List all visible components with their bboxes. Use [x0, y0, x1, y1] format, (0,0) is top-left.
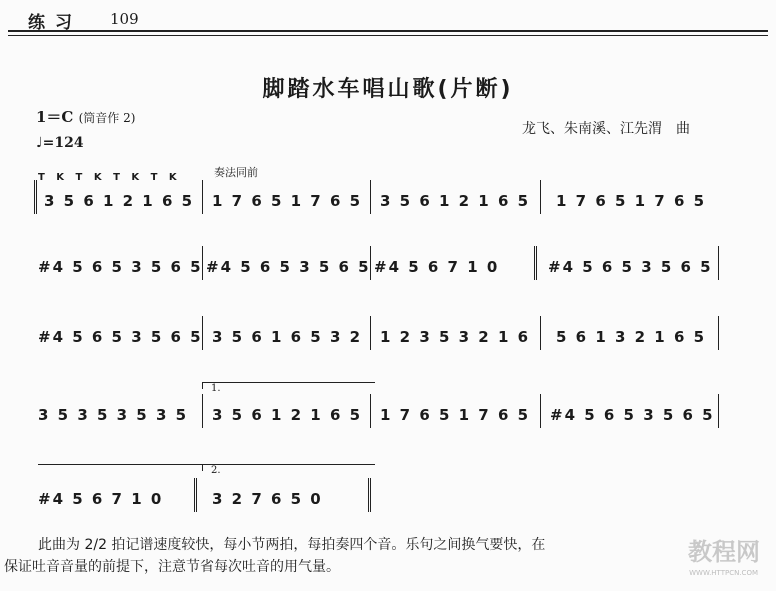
- measure: #4 5 6 5 3 5 6 5: [548, 258, 713, 276]
- repeat-end-barline: [194, 478, 201, 512]
- barline: [540, 316, 541, 350]
- score-row-5: [34, 484, 724, 514]
- volta-bracket-1: [202, 382, 375, 394]
- volta-label-1: 1.: [211, 383, 221, 394]
- watermark-logo: 教程网: [688, 538, 760, 566]
- score-row-3: [34, 322, 724, 352]
- header-rule-thin: [8, 35, 768, 36]
- measure: #4 5 6 5 3 5 6 5: [550, 406, 715, 424]
- measure: #4 5 6 7 1 0: [38, 490, 164, 508]
- measure: 3 2 7 6 5 0: [212, 490, 323, 508]
- measure: 1 7 6 5 1 7 6 5: [380, 406, 531, 424]
- barline: [718, 394, 719, 428]
- measure: 1 7 6 5 1 7 6 5: [556, 192, 707, 210]
- barline: [718, 246, 719, 280]
- repeat-start-barline: [34, 180, 41, 214]
- key-note: (筒音作 2): [78, 111, 136, 125]
- measure: 3 5 6 1 2 1 6 5: [380, 192, 531, 210]
- measure: 3 5 3 5 3 5 3 5: [38, 406, 189, 424]
- composer-credit: 龙飞、朱南溪、江先渭 曲: [522, 121, 690, 137]
- repeat-end-barline: [534, 246, 541, 280]
- barline: [202, 394, 203, 428]
- barline: [202, 246, 203, 280]
- barline: [540, 394, 541, 428]
- measure: 1 2 3 5 3 2 1 6: [380, 328, 531, 346]
- tempo-marking: ♩=124: [36, 135, 84, 151]
- measure: #4 5 6 5 3 5 6 5: [38, 258, 203, 276]
- measure: 3 5 6 1 2 1 6 5: [212, 406, 363, 424]
- final-barline: [368, 478, 375, 512]
- measure: #4 5 6 5 3 5 6 5: [38, 328, 203, 346]
- section-title: 练习: [28, 13, 82, 33]
- volta-bracket-2: [202, 464, 375, 476]
- score-row-4: [34, 400, 724, 430]
- score-row-1: [34, 186, 724, 216]
- barline: [718, 316, 719, 350]
- explanation-text: [0, 534, 776, 578]
- watermark-url: WWW.HTTPCN.COM: [689, 569, 758, 577]
- explanation-line-1: 此曲为 2/2 拍记谱速度较快，每小节两拍，每拍奏四个音。乐句之间换气要快，在: [38, 537, 546, 553]
- barline: [540, 180, 541, 214]
- barline: [370, 316, 371, 350]
- header-rule: [8, 30, 768, 32]
- articulation-marks: T K T K T K T K: [38, 172, 181, 183]
- barline: [370, 180, 371, 214]
- barline: [202, 180, 203, 214]
- song-title: 脚踏水车唱山歌(片断): [262, 77, 514, 102]
- barline: [370, 394, 371, 428]
- page-number: 109: [110, 10, 139, 28]
- score-row-2: [34, 252, 724, 282]
- key-signature: [36, 106, 135, 127]
- barline: [202, 316, 203, 350]
- page-header: [8, 6, 768, 32]
- measure: #4 5 6 5 3 5 6 5: [206, 258, 371, 276]
- barline: [370, 246, 371, 280]
- explanation-line-2: 保证吐音音量的前提下，注意节省每次吐音的用气量。: [4, 559, 340, 575]
- measure: 3 5 6 1 2 1 6 5: [44, 192, 195, 210]
- measure: #4 5 6 7 1 0: [374, 258, 500, 276]
- measure: 5 6 1 3 2 1 6 5: [556, 328, 707, 346]
- performance-note: 奏法同前: [214, 166, 258, 179]
- volta-label-2: 2.: [211, 465, 221, 476]
- measure: 1 7 6 5 1 7 6 5: [212, 192, 363, 210]
- measure: 3 5 6 1 6 5 3 2: [212, 328, 363, 346]
- key-label: 1＝C: [36, 108, 74, 126]
